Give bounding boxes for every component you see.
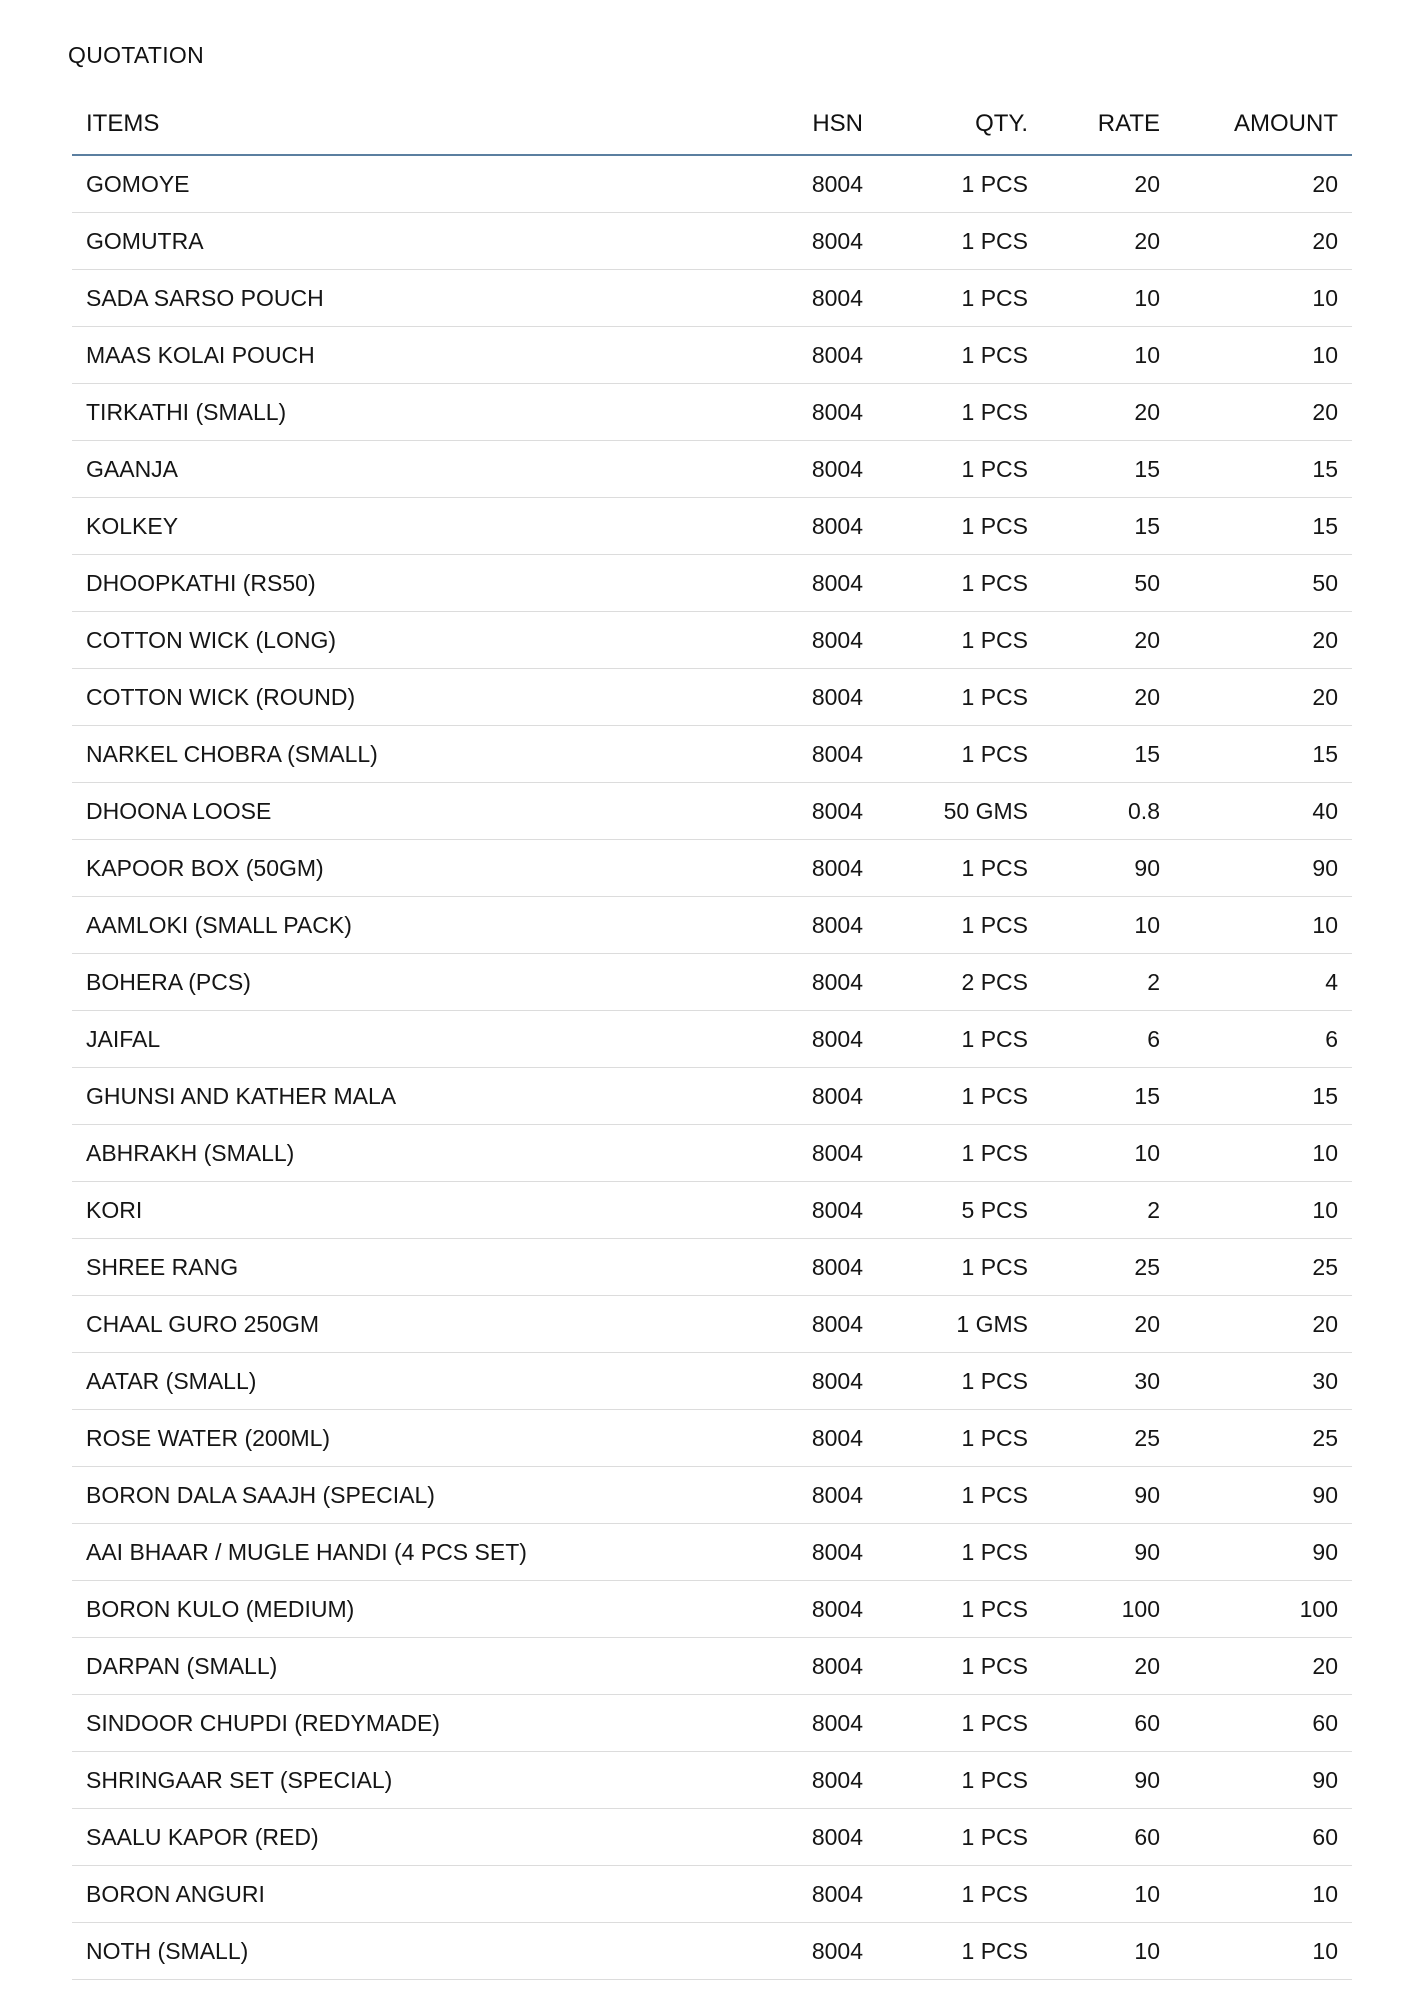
qty-cell: 1 PCS xyxy=(877,726,1042,783)
table-row xyxy=(72,1923,1352,1980)
table-row xyxy=(72,1752,1352,1809)
rate-cell: 20 xyxy=(1042,213,1174,270)
qty-cell: 1 PCS xyxy=(877,1239,1042,1296)
qty-cell: 1 PCS xyxy=(877,840,1042,897)
hsn-cell: 8004 xyxy=(732,1752,877,1809)
rate-cell: 90 xyxy=(1042,1467,1174,1524)
table-row xyxy=(72,1296,1352,1353)
amount-cell: 60 xyxy=(1174,1809,1352,1866)
hsn-cell: 8004 xyxy=(732,1923,877,1980)
item-name-cell: MAAS KOLAI POUCH xyxy=(72,327,732,384)
hsn-cell: 8004 xyxy=(732,327,877,384)
hsn-cell: 8004 xyxy=(732,1182,877,1239)
rate-cell: 15 xyxy=(1042,1068,1174,1125)
hsn-cell: 8004 xyxy=(732,1410,877,1467)
table-row xyxy=(72,270,1352,327)
table-row xyxy=(72,1353,1352,1410)
item-name-cell: COTTON WICK (LONG) xyxy=(72,612,732,669)
hsn-cell: 8004 xyxy=(732,612,877,669)
table-row xyxy=(72,1524,1352,1581)
qty-cell: 1 PCS xyxy=(877,1125,1042,1182)
amount-cell: 15 xyxy=(1174,441,1352,498)
item-name-cell: TIRKATHI (SMALL) xyxy=(72,384,732,441)
table-row xyxy=(72,726,1352,783)
rate-cell: 15 xyxy=(1042,498,1174,555)
item-name-cell: BORON DALA SAAJH (SPECIAL) xyxy=(72,1467,732,1524)
hsn-cell: 8004 xyxy=(732,1467,877,1524)
item-name-cell: SHREE RANG xyxy=(72,1239,732,1296)
item-name-cell: DHOONA LOOSE xyxy=(72,783,732,840)
rate-cell: 20 xyxy=(1042,669,1174,726)
amount-cell: 20 xyxy=(1174,384,1352,441)
rate-cell: 20 xyxy=(1042,384,1174,441)
rate-cell: 15 xyxy=(1042,441,1174,498)
amount-cell: 90 xyxy=(1174,840,1352,897)
item-name-cell: SADA SARSO POUCH xyxy=(72,270,732,327)
item-name-cell: ROSE WATER (200ML) xyxy=(72,1410,732,1467)
table-row xyxy=(72,954,1352,1011)
item-name-cell: JAIFAL xyxy=(72,1011,732,1068)
qty-cell: 1 PCS xyxy=(877,270,1042,327)
rate-cell: 30 xyxy=(1042,1353,1174,1410)
table-row xyxy=(72,612,1352,669)
hsn-cell: 8004 xyxy=(732,270,877,327)
table-row xyxy=(72,498,1352,555)
amount-cell: 4 xyxy=(1174,954,1352,1011)
qty-cell: 1 PCS xyxy=(877,1581,1042,1638)
rate-cell: 10 xyxy=(1042,897,1174,954)
table-row xyxy=(72,783,1352,840)
item-name-cell: SINDOOR CHUPDI (REDYMADE) xyxy=(72,1695,732,1752)
amount-cell: 25 xyxy=(1174,1410,1352,1467)
table-row xyxy=(72,1011,1352,1068)
qty-cell: 1 PCS xyxy=(877,384,1042,441)
qty-cell: 1 PCS xyxy=(877,498,1042,555)
rate-cell: 10 xyxy=(1042,270,1174,327)
item-name-cell: NOTH (SMALL) xyxy=(72,1923,732,1980)
qty-cell: 1 PCS xyxy=(877,441,1042,498)
column-header-hsn: HSN xyxy=(732,94,877,155)
rate-cell: 20 xyxy=(1042,155,1174,213)
qty-cell: 1 PCS xyxy=(877,1410,1042,1467)
table-row xyxy=(72,897,1352,954)
table-row xyxy=(72,1866,1352,1923)
amount-cell: 15 xyxy=(1174,1068,1352,1125)
hsn-cell: 8004 xyxy=(732,555,877,612)
hsn-cell: 8004 xyxy=(732,155,877,213)
item-name-cell: AAI BHAAR / MUGLE HANDI (4 PCS SET) xyxy=(72,1524,732,1581)
amount-cell: 50 xyxy=(1174,555,1352,612)
rate-cell: 60 xyxy=(1042,1695,1174,1752)
item-name-cell: DHOOPKATHI (RS50) xyxy=(72,555,732,612)
amount-cell: 40 xyxy=(1174,783,1352,840)
item-name-cell: DARPAN (SMALL) xyxy=(72,1638,732,1695)
item-name-cell: KAPOOR BOX (50GM) xyxy=(72,840,732,897)
amount-cell: 15 xyxy=(1174,726,1352,783)
rate-cell: 10 xyxy=(1042,327,1174,384)
hsn-cell: 8004 xyxy=(732,726,877,783)
amount-cell: 30 xyxy=(1174,1353,1352,1410)
table-row xyxy=(72,213,1352,270)
item-name-cell: SHRINGAAR SET (SPECIAL) xyxy=(72,1752,732,1809)
table-row xyxy=(72,384,1352,441)
qty-cell: 1 PCS xyxy=(877,612,1042,669)
item-name-cell: ABHRAKH (SMALL) xyxy=(72,1125,732,1182)
qty-cell: 1 PCS xyxy=(877,155,1042,213)
hsn-cell: 8004 xyxy=(732,1695,877,1752)
table-row xyxy=(72,1239,1352,1296)
hsn-cell: 8004 xyxy=(732,384,877,441)
hsn-cell: 8004 xyxy=(732,840,877,897)
rate-cell: 2 xyxy=(1042,954,1174,1011)
qty-cell: 5 PCS xyxy=(877,1182,1042,1239)
item-name-cell: GOMUTRA xyxy=(72,213,732,270)
table-row xyxy=(72,1638,1352,1695)
table-row xyxy=(72,441,1352,498)
column-header-items: ITEMS xyxy=(72,94,732,155)
qty-cell: 1 PCS xyxy=(877,1353,1042,1410)
table-row xyxy=(72,1467,1352,1524)
amount-cell: 15 xyxy=(1174,498,1352,555)
rate-cell: 20 xyxy=(1042,612,1174,669)
table-row xyxy=(72,1125,1352,1182)
hsn-cell: 8004 xyxy=(732,213,877,270)
qty-cell: 1 PCS xyxy=(877,1923,1042,1980)
hsn-cell: 8004 xyxy=(732,897,877,954)
hsn-cell: 8004 xyxy=(732,783,877,840)
item-name-cell: KORI xyxy=(72,1182,732,1239)
column-header-rate: RATE xyxy=(1042,94,1174,155)
item-name-cell: SAALU KAPOR (RED) xyxy=(72,1809,732,1866)
table-row xyxy=(72,1581,1352,1638)
amount-cell: 60 xyxy=(1174,1695,1352,1752)
qty-cell: 1 PCS xyxy=(877,1695,1042,1752)
item-name-cell: GHUNSI AND KATHER MALA xyxy=(72,1068,732,1125)
item-name-cell: AAMLOKI (SMALL PACK) xyxy=(72,897,732,954)
hsn-cell: 8004 xyxy=(732,1638,877,1695)
amount-cell: 90 xyxy=(1174,1524,1352,1581)
amount-cell: 20 xyxy=(1174,155,1352,213)
hsn-cell: 8004 xyxy=(732,1866,877,1923)
qty-cell: 1 PCS xyxy=(877,555,1042,612)
qty-cell: 50 GMS xyxy=(877,783,1042,840)
table-row xyxy=(72,1410,1352,1467)
rate-cell: 90 xyxy=(1042,840,1174,897)
rate-cell: 20 xyxy=(1042,1296,1174,1353)
amount-cell: 20 xyxy=(1174,1638,1352,1695)
item-name-cell: AATAR (SMALL) xyxy=(72,1353,732,1410)
qty-cell: 1 PCS xyxy=(877,1011,1042,1068)
table-row xyxy=(72,1809,1352,1866)
hsn-cell: 8004 xyxy=(732,1011,877,1068)
column-header-qty: QTY. xyxy=(877,94,1042,155)
amount-cell: 20 xyxy=(1174,669,1352,726)
rate-cell: 0.8 xyxy=(1042,783,1174,840)
qty-cell: 1 PCS xyxy=(877,1467,1042,1524)
column-header-amount: AMOUNT xyxy=(1174,94,1352,155)
amount-cell: 10 xyxy=(1174,327,1352,384)
amount-cell: 10 xyxy=(1174,270,1352,327)
amount-cell: 20 xyxy=(1174,1296,1352,1353)
item-name-cell: GOMOYE xyxy=(72,155,732,213)
qty-cell: 1 PCS xyxy=(877,327,1042,384)
amount-cell: 100 xyxy=(1174,1581,1352,1638)
hsn-cell: 8004 xyxy=(732,1581,877,1638)
hsn-cell: 8004 xyxy=(732,1809,877,1866)
hsn-cell: 8004 xyxy=(732,1239,877,1296)
header-row xyxy=(72,94,1352,155)
qty-cell: 1 PCS xyxy=(877,1809,1042,1866)
item-name-cell: NARKEL CHOBRA (SMALL) xyxy=(72,726,732,783)
rate-cell: 15 xyxy=(1042,726,1174,783)
table-body xyxy=(72,155,1352,1980)
qty-cell: 1 PCS xyxy=(877,669,1042,726)
amount-cell: 10 xyxy=(1174,1923,1352,1980)
document-title: QUOTATION xyxy=(68,42,205,68)
rate-cell: 50 xyxy=(1042,555,1174,612)
table-row xyxy=(72,1068,1352,1125)
table-row xyxy=(72,1695,1352,1752)
table-row xyxy=(72,840,1352,897)
hsn-cell: 8004 xyxy=(732,669,877,726)
amount-cell: 20 xyxy=(1174,612,1352,669)
amount-cell: 25 xyxy=(1174,1239,1352,1296)
qty-cell: 1 PCS xyxy=(877,1524,1042,1581)
table-row xyxy=(72,669,1352,726)
table-header xyxy=(72,94,1352,155)
item-name-cell: CHAAL GURO 250GM xyxy=(72,1296,732,1353)
rate-cell: 10 xyxy=(1042,1125,1174,1182)
hsn-cell: 8004 xyxy=(732,441,877,498)
hsn-cell: 8004 xyxy=(732,498,877,555)
hsn-cell: 8004 xyxy=(732,1524,877,1581)
rate-cell: 25 xyxy=(1042,1410,1174,1467)
items-table xyxy=(72,94,1352,1980)
amount-cell: 6 xyxy=(1174,1011,1352,1068)
qty-cell: 1 GMS xyxy=(877,1296,1042,1353)
hsn-cell: 8004 xyxy=(732,1353,877,1410)
item-name-cell: GAANJA xyxy=(72,441,732,498)
item-name-cell: BORON ANGURI xyxy=(72,1866,732,1923)
rate-cell: 100 xyxy=(1042,1581,1174,1638)
amount-cell: 20 xyxy=(1174,213,1352,270)
table-row xyxy=(72,555,1352,612)
item-name-cell: KOLKEY xyxy=(72,498,732,555)
rate-cell: 25 xyxy=(1042,1239,1174,1296)
rate-cell: 2 xyxy=(1042,1182,1174,1239)
qty-cell: 1 PCS xyxy=(877,897,1042,954)
item-name-cell: COTTON WICK (ROUND) xyxy=(72,669,732,726)
hsn-cell: 8004 xyxy=(732,1068,877,1125)
rate-cell: 6 xyxy=(1042,1011,1174,1068)
rate-cell: 10 xyxy=(1042,1923,1174,1980)
amount-cell: 10 xyxy=(1174,1182,1352,1239)
item-name-cell: BORON KULO (MEDIUM) xyxy=(72,1581,732,1638)
qty-cell: 1 PCS xyxy=(877,1752,1042,1809)
qty-cell: 2 PCS xyxy=(877,954,1042,1011)
amount-cell: 10 xyxy=(1174,1866,1352,1923)
rate-cell: 90 xyxy=(1042,1752,1174,1809)
hsn-cell: 8004 xyxy=(732,954,877,1011)
item-name-cell: BOHERA (PCS) xyxy=(72,954,732,1011)
hsn-cell: 8004 xyxy=(732,1296,877,1353)
amount-cell: 90 xyxy=(1174,1467,1352,1524)
qty-cell: 1 PCS xyxy=(877,213,1042,270)
hsn-cell: 8004 xyxy=(732,1125,877,1182)
qty-cell: 1 PCS xyxy=(877,1068,1042,1125)
rate-cell: 60 xyxy=(1042,1809,1174,1866)
amount-cell: 10 xyxy=(1174,897,1352,954)
table-row xyxy=(72,327,1352,384)
qty-cell: 1 PCS xyxy=(877,1638,1042,1695)
rate-cell: 90 xyxy=(1042,1524,1174,1581)
rate-cell: 20 xyxy=(1042,1638,1174,1695)
qty-cell: 1 PCS xyxy=(877,1866,1042,1923)
table-row xyxy=(72,155,1352,213)
table-row xyxy=(72,1182,1352,1239)
amount-cell: 10 xyxy=(1174,1125,1352,1182)
amount-cell: 90 xyxy=(1174,1752,1352,1809)
rate-cell: 10 xyxy=(1042,1866,1174,1923)
